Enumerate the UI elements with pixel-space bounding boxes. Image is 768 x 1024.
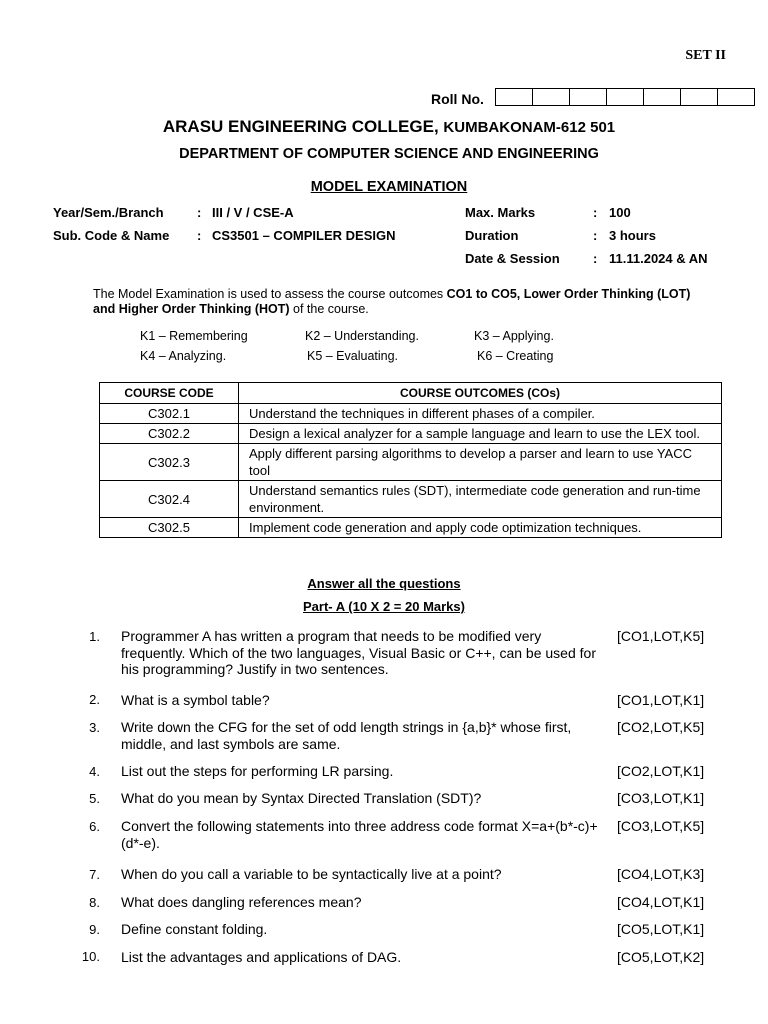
info-label: Date & Session <box>465 251 560 266</box>
question-tag: [CO2,LOT,K1] <box>617 763 705 779</box>
course-outcome-cell: Understand semantics rules (SDT), intermediate code generation and run-time environment. <box>239 481 722 518</box>
header-course-code: COURSE CODE <box>100 383 239 404</box>
roll-digit-box[interactable] <box>606 88 644 106</box>
roll-digit-box[interactable] <box>495 88 533 106</box>
roll-digit-box[interactable] <box>569 88 607 106</box>
roll-no-label: Roll No. <box>431 91 484 107</box>
course-code-cell: C302.2 <box>100 424 239 444</box>
question-tag: [CO4,LOT,K3] <box>617 866 705 882</box>
table-row <box>100 481 722 518</box>
question-tag: [CO3,LOT,K5] <box>617 818 705 834</box>
question-number: 1. <box>89 629 100 644</box>
course-outcome-cell: Implement code generation and apply code optimization techniques. <box>239 518 722 538</box>
info-colon: : <box>593 228 598 243</box>
info-value: 100 <box>609 205 631 220</box>
roll-digit-box[interactable] <box>680 88 718 106</box>
info-colon: : <box>593 251 598 266</box>
department-title: DEPARTMENT OF COMPUTER SCIENCE AND ENGINEERING <box>179 146 599 162</box>
question-text: Define constant folding. <box>121 921 268 937</box>
intro-bold-text: CO1 to CO5, Lower Order Thinking (LOT) and Higher Order Thinking (HOT) <box>93 287 691 316</box>
course-code-cell: C302.4 <box>100 481 239 518</box>
table-row <box>100 424 722 444</box>
question-text: List out the steps for performing LR parsing. <box>121 763 394 779</box>
question-text: Write down the CFG for the set of odd length strings in {a,b}* whose first, middle, and last symbols are same. <box>121 719 572 752</box>
table-row <box>100 518 722 538</box>
roll-digit-box[interactable] <box>532 88 570 106</box>
question-text: What do you mean by Syntax Directed Translation (SDT)? <box>121 790 482 806</box>
course-outcome-cell: Design a lexical analyzer for a sample language and learn to use the LEX tool. <box>239 424 722 444</box>
question-number: 6. <box>89 819 100 834</box>
question-number: 7. <box>89 867 100 882</box>
table-row <box>100 404 722 424</box>
question-number: 3. <box>89 720 100 735</box>
question-tag: [CO5,LOT,K1] <box>617 921 705 937</box>
info-value: 3 hours <box>609 228 656 243</box>
question-number: 10. <box>81 949 100 964</box>
info-colon: : <box>197 205 202 220</box>
info-value: CS3501 – COMPILER DESIGN <box>212 228 396 243</box>
question-number: 4. <box>89 764 100 779</box>
info-label: Max. Marks <box>465 205 536 220</box>
intro-text: The Model Examination is used to assess the course outcomes <box>93 287 447 301</box>
question-number: 8. <box>89 895 100 910</box>
info-colon: : <box>593 205 598 220</box>
course-outcome-cell: Apply different parsing algorithms to develop a parser and learn to use YACC tool <box>239 444 722 481</box>
info-colon: : <box>197 228 202 243</box>
table-header-row <box>100 383 722 404</box>
course-code-cell: C302.5 <box>100 518 239 538</box>
intro-paragraph <box>93 287 703 317</box>
info-value: III / V / CSE-A <box>212 205 294 220</box>
question-text: When do you call a variable to be syntactically live at a point? <box>121 866 502 882</box>
course-outcomes-table <box>99 382 722 538</box>
level-k2: K2 – Understanding. <box>305 329 419 343</box>
header-course-outcomes: COURSE OUTCOMES (COs) <box>239 383 722 404</box>
college-location: KUMBAKONAM-612 501 <box>443 119 616 136</box>
question-text: What does dangling references mean? <box>121 894 362 910</box>
course-code-cell: C302.3 <box>100 444 239 481</box>
question-number: 5. <box>89 791 100 806</box>
roll-no-boxes[interactable] <box>496 88 755 106</box>
question-tag: [CO2,LOT,K5] <box>617 719 705 735</box>
info-label: Sub. Code & Name <box>53 228 170 243</box>
course-outcome-cell: Understand the techniques in different phases of a compiler. <box>239 404 722 424</box>
instructions-heading: Answer all the questions <box>307 576 461 591</box>
exam-title: MODEL EXAMINATION <box>310 179 468 195</box>
table-row <box>100 444 722 481</box>
college-name: ARASU ENGINEERING COLLEGE, <box>162 117 439 136</box>
info-label: Year/Sem./Branch <box>53 205 164 220</box>
part-a-heading: Part- A (10 X 2 = 20 Marks) <box>303 599 465 614</box>
level-k1: K1 – Remembering <box>140 329 248 343</box>
question-text: List the advantages and applications of DAG. <box>121 949 402 965</box>
question-tag: [CO1,LOT,K1] <box>617 692 705 708</box>
question-number: 2. <box>89 692 100 707</box>
roll-digit-box[interactable] <box>717 88 755 106</box>
question-text: Convert the following statements into three address code format X=a+(b*-c)+(d*-e). <box>121 818 598 851</box>
question-text: What is a symbol table? <box>121 692 270 708</box>
set-label: SET II <box>685 48 726 63</box>
info-label: Duration <box>465 228 519 243</box>
info-value: 11.11.2024 & AN <box>609 251 708 266</box>
course-code-cell: C302.1 <box>100 404 239 424</box>
question-tag: [CO4,LOT,K1] <box>617 894 705 910</box>
level-k3: K3 – Applying. <box>474 329 554 343</box>
level-k5: K5 – Evaluating. <box>307 349 399 363</box>
question-tag: [CO3,LOT,K1] <box>617 790 705 806</box>
question-tag: [CO1,LOT,K5] <box>617 628 705 644</box>
level-k4: K4 – Analyzing. <box>140 349 227 363</box>
roll-digit-box[interactable] <box>643 88 681 106</box>
question-text: Programmer A has written a program that needs to be modified very frequently. Which of the two languages, Visual Basic or C++, can be used for his programming? Justify in two sentences. <box>121 628 596 677</box>
level-k6: K6 – Creating <box>477 349 554 363</box>
college-title <box>0 117 768 137</box>
question-number: 9. <box>89 922 100 937</box>
intro-text-end: of the course. <box>289 302 369 316</box>
question-tag: [CO5,LOT,K2] <box>617 949 705 965</box>
